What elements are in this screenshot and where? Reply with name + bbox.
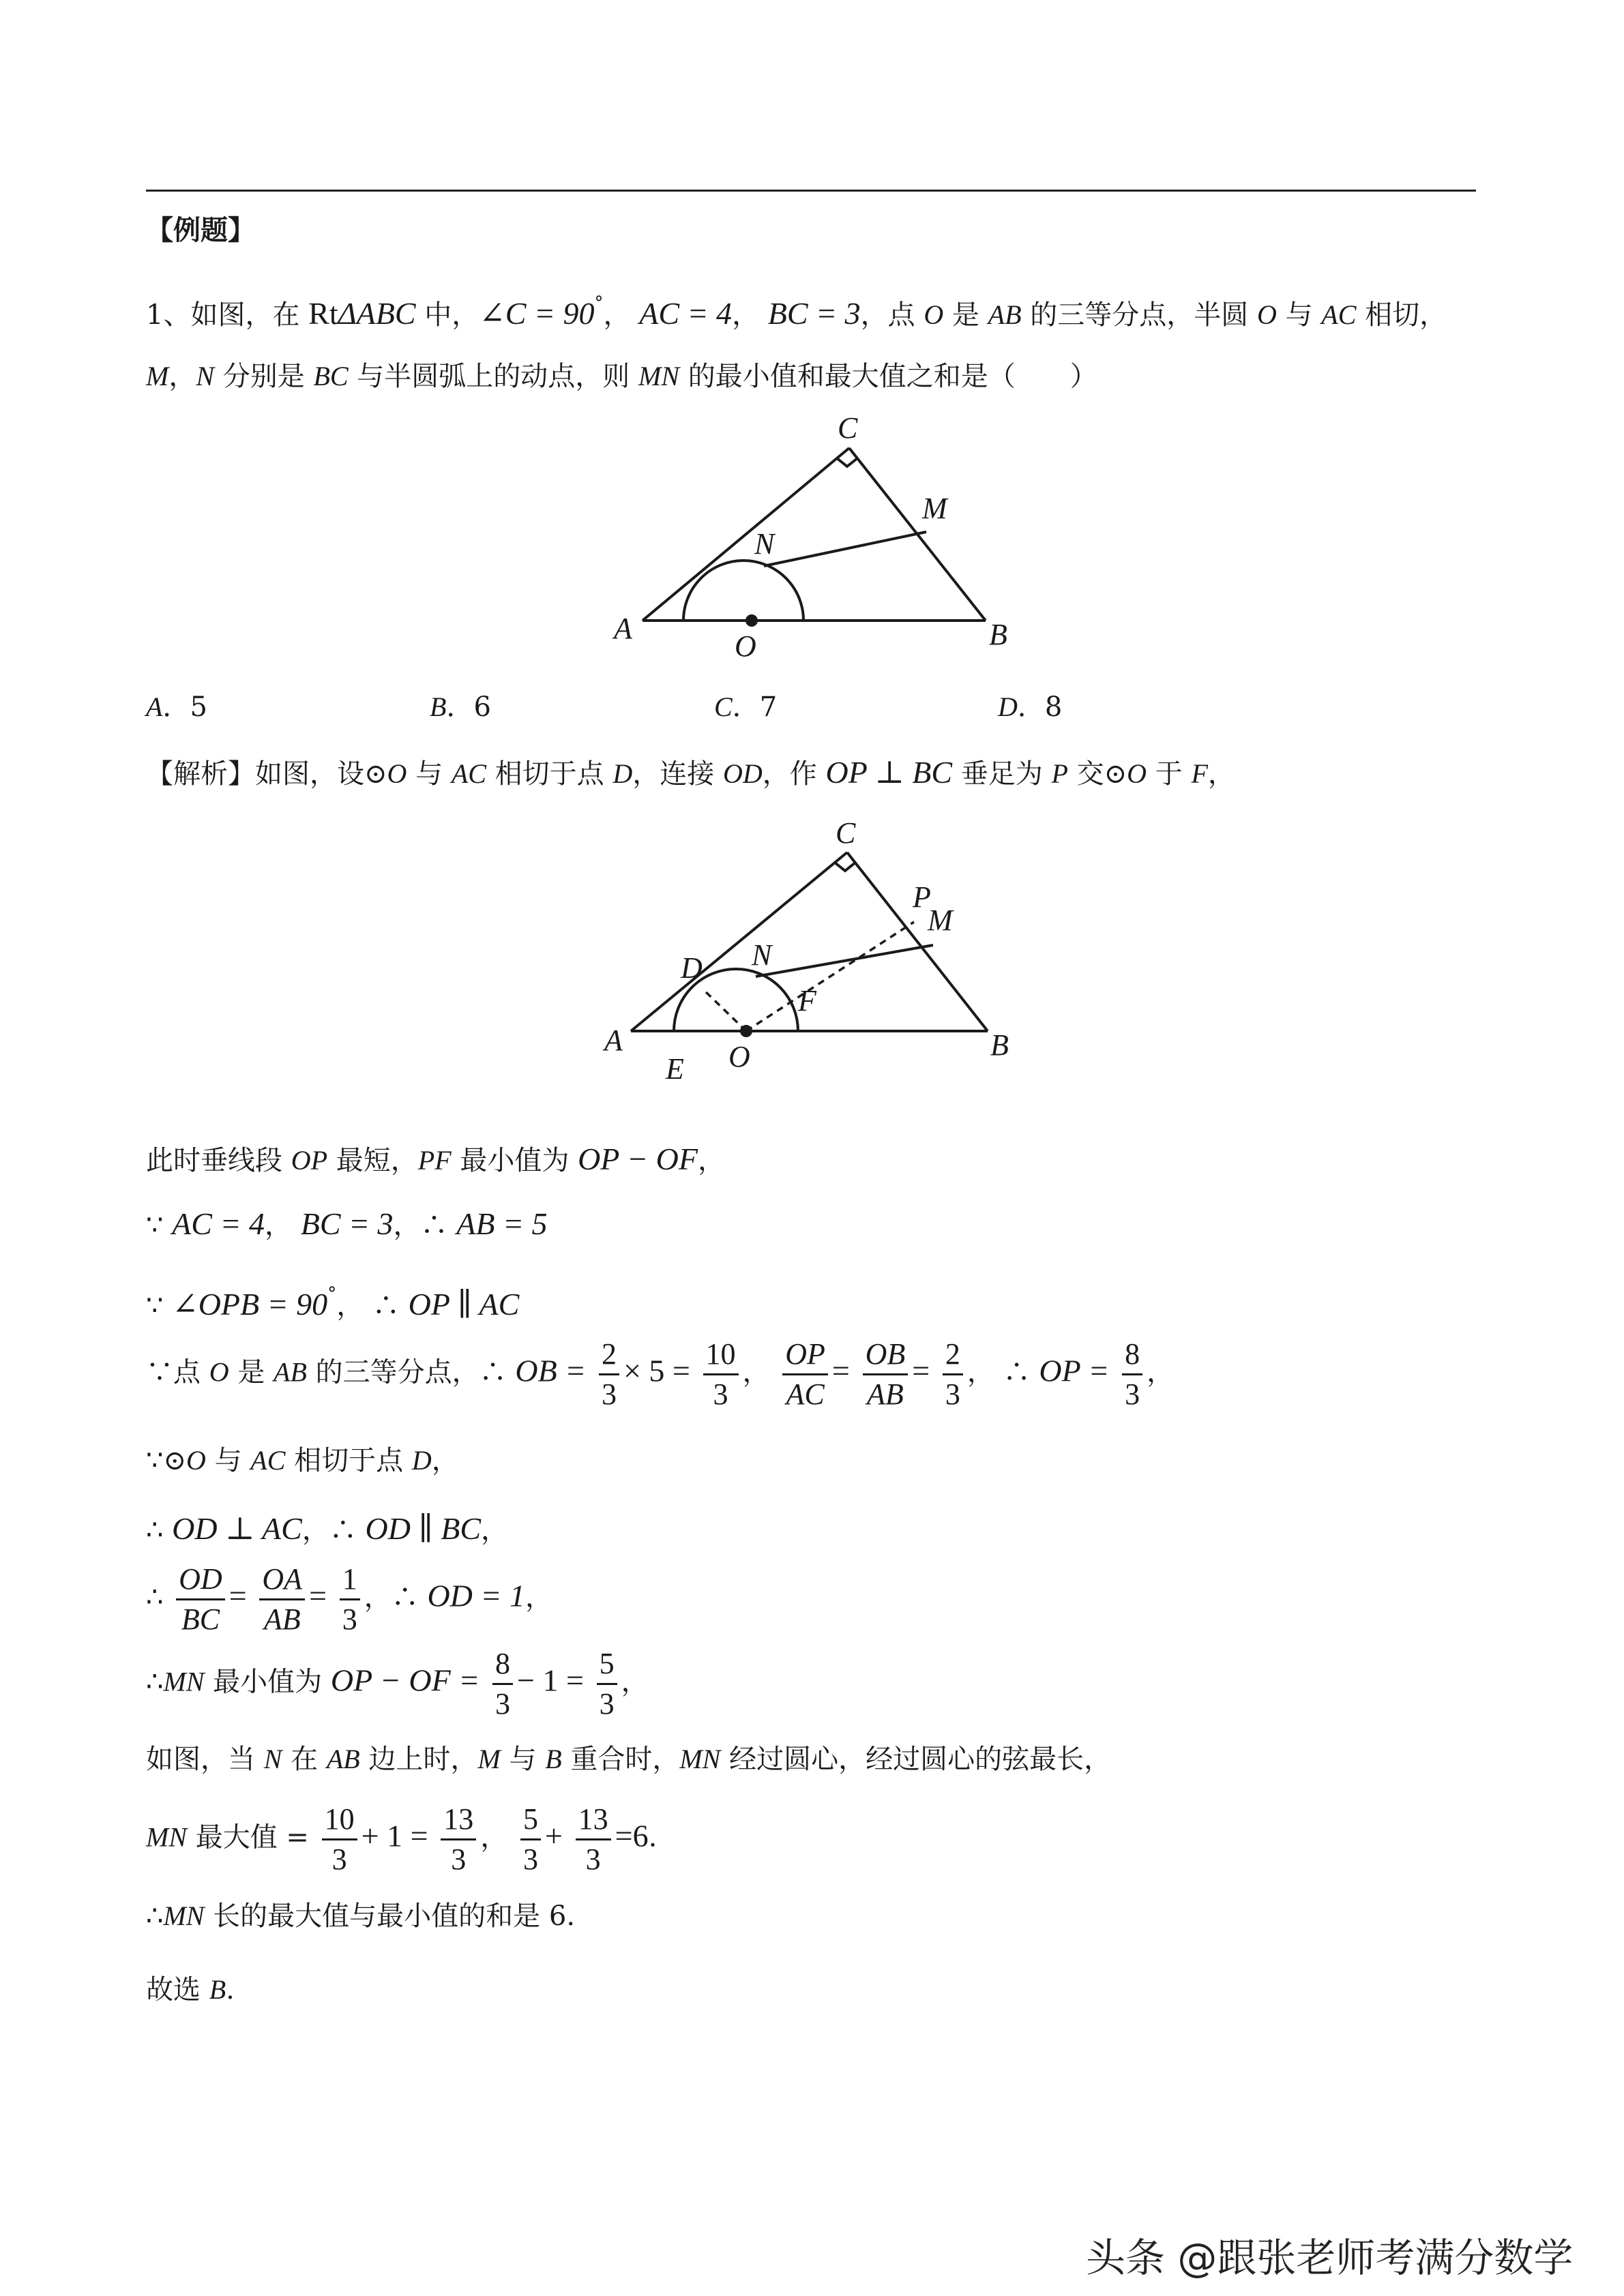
fraction: $\frac{5}{3}$ [520,1800,541,1879]
problem-line-1: 1、如图，在 RtΔABC 中，∠C = 90°， AC = 4， BC = 3，点 O 是 AB 的三等分点，半圆 O 与 AC 相切， [146,293,1447,331]
fraction: $\frac{OA}{AB}$ [259,1560,305,1639]
segment-mn [756,945,933,976]
option-c: C．7 [714,691,778,723]
label-e: E [666,1052,684,1086]
solution-step-12: 故选 B. [146,1974,235,2006]
fraction: $\frac{8}{3}$ [492,1645,513,1723]
option-a: A．5 [146,691,207,723]
option-b: B．6 [430,691,491,723]
figure-1-triangle [600,409,1037,668]
solution-step-7: ∴ $\frac{OD}{BC}$ = $\frac{OA}{AB}$ = $\frac{1}{3}$ ，∴ OD = 1， [146,1560,552,1639]
fraction: $\frac{OP}{AC}$ [782,1335,828,1414]
solution-step-10: MN 最大值 = $\frac{10}{3}$ + 1 = $\frac{13}{3}$ ， $\frac{5}{3}$ + $\frac{13}{3}$ =6. [146,1800,657,1879]
label-c: C [838,411,858,445]
center-o-dot [740,1025,752,1037]
problem-line-2: M，N 分别是 BC 与半圆弧上的动点，则 MN 的最小值和最大值之和是（ ） [146,361,1097,392]
solution-step-1: 此时垂线段 OP 最短，PF 最小值为 OP − OF， [146,1142,725,1176]
fraction: $\frac{8}{3}$ [1122,1335,1142,1414]
label-o: O [735,629,756,663]
fraction: $\frac{10}{3}$ [322,1800,357,1879]
label-m: M [928,904,953,937]
label-a: A [614,612,632,645]
label-o: O [728,1040,750,1073]
fraction: $\frac{OD}{BC}$ [176,1560,225,1639]
section-heading: 【例题】 [146,214,255,246]
fraction: $\frac{5}{3}$ [597,1645,617,1723]
solution-step-6: ∴ OD ⊥ AC，∴ OD ∥ BC， [146,1511,509,1546]
dashed-od [703,989,746,1031]
right-angle-mark [837,458,857,466]
label-m: M [922,492,947,525]
figure-2-triangle [600,818,1037,1091]
watermark: 头条 @跟张老师考满分数学 [1086,2235,1574,2281]
side-ac [643,448,849,621]
fraction: $\frac{13}{3}$ [576,1800,611,1879]
label-a: A [604,1024,623,1057]
fraction: $\frac{2}{3}$ [943,1335,963,1414]
right-angle-mark [835,863,855,871]
semicircle-o [683,561,803,621]
side-bc [847,852,988,1031]
fraction: $\frac{2}{3}$ [599,1335,619,1414]
solution-step-9: 如图，当 N 在 AB 边上时，M 与 B 重合时，MN 经过圆心，经过圆心的弦最长， [146,1744,1112,1775]
solution-step-4: ∵点 O 是 AB 的三等分点，∴ OB = $\frac{2}{3}$ × 5 = $\frac{10}{3}$ ， $\frac{OP}{AC}$ = $\frac{OB}{AB}$ = $\frac{2}{3}$ ， ∴ OP = $\frac{8}{3}$ ， [146,1335,1174,1414]
solution-step-3: ∵ ∠OPB = 90°， ∴ OP ∥ AC [146,1284,520,1322]
segment-mn [764,532,926,566]
solution-step-11: ∴MN 长的最大值与最小值的和是 6. [146,1900,576,1932]
label-b: B [989,618,1007,651]
fraction: $\frac{1}{3}$ [340,1560,360,1639]
header-rule [146,190,1476,192]
solution-step-8: ∴MN 最小值为 OP − OF = $\frac{8}{3}$ − 1 = $\frac{5}{3}$ ， [146,1645,649,1723]
solution-step-5: ∵⊙O 与 AC 相切于点 D， [146,1445,459,1476]
label-c: C [836,818,856,850]
solution-intro: 【解析】如图，设⊙O 与 AC 相切于点 D，连接 OD，作 OP ⊥ BC 垂足为 P 交⊙O 于 F， [146,755,1235,790]
fraction: $\frac{10}{3}$ [703,1335,739,1414]
label-n: N [754,527,775,561]
label-p: P [913,880,931,914]
label-f: F [798,984,816,1017]
label-d: D [681,951,703,985]
label-b: B [990,1028,1009,1062]
label-n: N [752,938,772,972]
solution-step-2: ∵ AC = 4， BC = 3，∴ AB = 5 [146,1206,548,1241]
fraction: $\frac{13}{3}$ [441,1800,476,1879]
option-d: D．8 [998,691,1063,723]
fraction: $\frac{OB}{AB}$ [863,1335,909,1414]
center-o-dot [745,614,758,627]
